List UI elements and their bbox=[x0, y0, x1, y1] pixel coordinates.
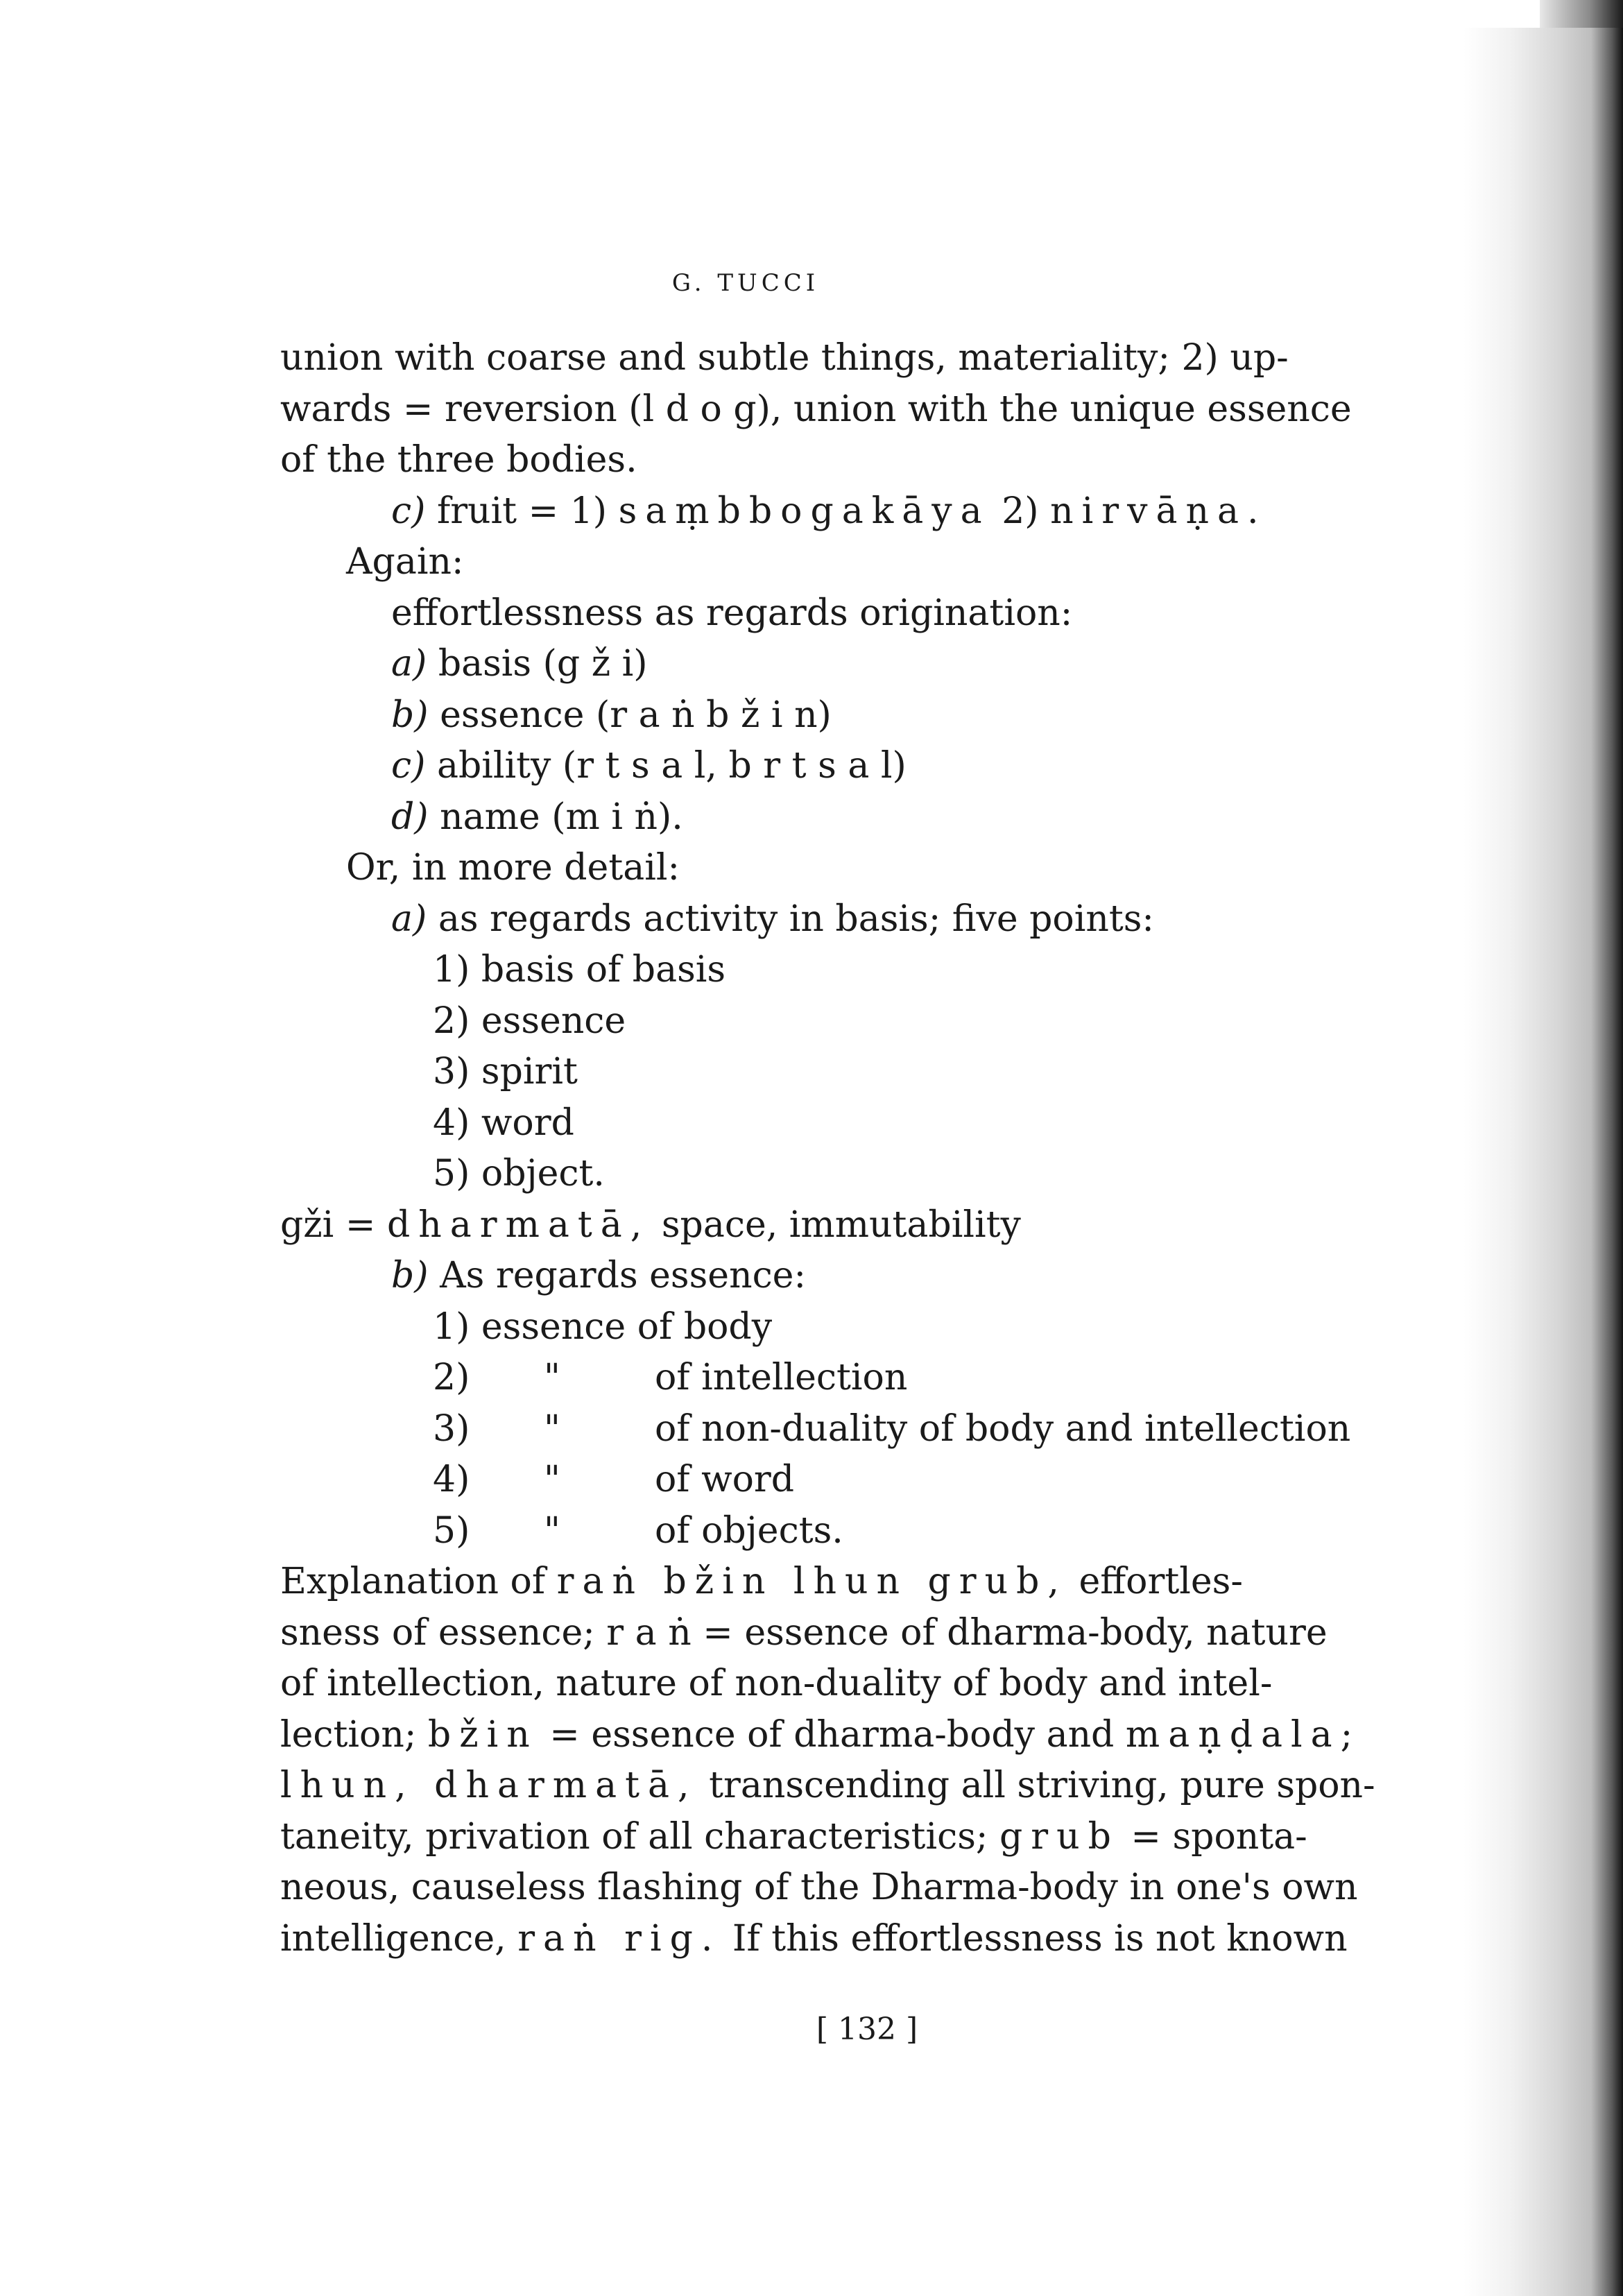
list-item: d) name (m i ṅ). bbox=[391, 796, 683, 838]
ditto-mark: " bbox=[544, 1407, 560, 1450]
list-label: c) bbox=[391, 745, 426, 787]
list-label: c) bbox=[391, 490, 426, 532]
list-item: 2) " of intellection bbox=[280, 1353, 1452, 1404]
spaced-term: raṅ bžin lhun grub, bbox=[556, 1561, 1067, 1602]
text-line: effortlessness as regards origination: bbox=[391, 592, 1073, 634]
list-item: 5) object. bbox=[433, 1153, 605, 1194]
text-line: Explanation of raṅ bžin lhun grub, effortles- bbox=[280, 1561, 1243, 1602]
spaced-term: dharmatā, bbox=[414, 1765, 698, 1806]
list-item: b) essence (r a ṅ b ž i n) bbox=[391, 694, 832, 736]
list-label: d) bbox=[391, 796, 429, 838]
text-line: lhun, dharmatā, transcending all striving, pure spon- bbox=[280, 1765, 1375, 1806]
list-item: 1) basis of basis bbox=[433, 949, 726, 991]
list-item: a) as regards activity in basis; five points: bbox=[391, 898, 1154, 940]
spaced-term: dharmatā, bbox=[386, 1203, 651, 1246]
text-line: lection; bžin = essence of dharma-body and maṇḍala; bbox=[280, 1713, 1362, 1756]
spaced-term: maṇḍala; bbox=[1125, 1713, 1362, 1756]
spaced-term: bžin bbox=[427, 1713, 538, 1756]
list-label: b) bbox=[391, 694, 429, 736]
list-item: b) As regards essence: bbox=[391, 1255, 806, 1296]
body-text bbox=[280, 333, 1452, 1964]
ditto-mark: " bbox=[544, 1459, 560, 1500]
list-item: 4) word bbox=[433, 1102, 574, 1144]
text-line: intelligence, raṅ rig. If this effortlessness is not known bbox=[280, 1917, 1348, 1960]
text-line: of the three bodies. bbox=[280, 439, 637, 481]
text-line: neous, causeless flashing of the Dharma-body in one's own bbox=[280, 1867, 1358, 1908]
text-line: Again: bbox=[346, 541, 464, 583]
text-line: union with coarse and subtle things, materiality; 2) up- bbox=[280, 337, 1289, 379]
list-item: 3) spirit bbox=[433, 1051, 578, 1093]
ditto-mark: " bbox=[544, 1509, 560, 1552]
list-item: 2) essence bbox=[433, 1000, 626, 1042]
spaced-term: grub bbox=[999, 1815, 1119, 1858]
spaced-term: raṅ rig. bbox=[517, 1917, 721, 1960]
spaced-term: saṃbbogakāya bbox=[618, 490, 990, 532]
text-line: wards = reversion (l d o g), union with the unique essence bbox=[280, 388, 1352, 430]
list-item: 3) " of non-duality of body and intellection bbox=[280, 1404, 1452, 1455]
binding-shadow bbox=[1463, 28, 1623, 2296]
list-item: 5) " of objects. bbox=[280, 1506, 1452, 1557]
list-label: a) bbox=[391, 898, 427, 940]
list-item: c) ability (r t s a l, b r t s a l) bbox=[391, 745, 907, 787]
text-line: Or, in more detail: bbox=[346, 847, 680, 889]
text-line: of intellection, nature of non-duality of body and intel- bbox=[280, 1663, 1273, 1704]
page-number: [ 132 ] bbox=[816, 2012, 918, 2047]
running-head: G. TUCCI bbox=[671, 269, 820, 297]
list-item: a) basis (g ž i) bbox=[391, 643, 648, 685]
spaced-term: lhun, bbox=[280, 1765, 415, 1806]
list-label: a) bbox=[391, 643, 427, 685]
ditto-mark: " bbox=[544, 1357, 560, 1398]
list-label: b) bbox=[391, 1255, 429, 1296]
text-line: gži = dharmatā, space, immutability bbox=[280, 1203, 1021, 1246]
text-line: sness of essence; r a ṅ = essence of dharma-body, nature bbox=[280, 1611, 1328, 1654]
text-line: c) fruit = 1) saṃbbogakāya 2) nirvāṇa. bbox=[391, 490, 1267, 532]
spaced-term: nirvāṇa. bbox=[1050, 490, 1267, 532]
list-item: 1) essence of body bbox=[433, 1305, 773, 1348]
text-line: taneity, privation of all characteristics; grub = sponta- bbox=[280, 1815, 1307, 1858]
list-item: 4) " of word bbox=[280, 1455, 1452, 1506]
